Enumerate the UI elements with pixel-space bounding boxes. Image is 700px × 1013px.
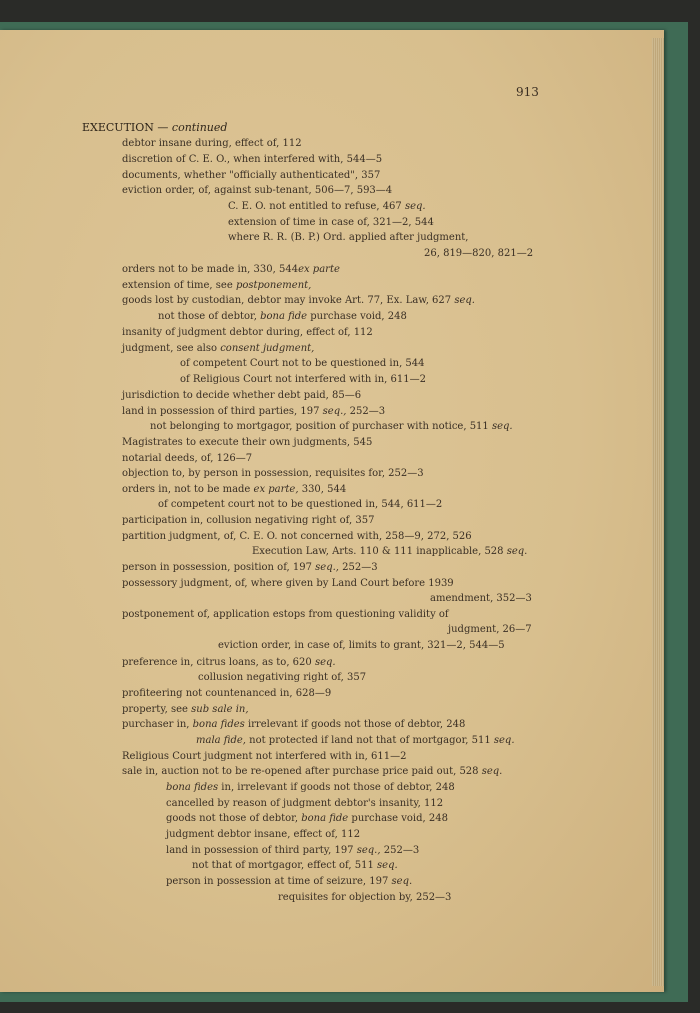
line-text: 26, 819—820, 821—2 bbox=[424, 248, 534, 259]
line-text: eviction order, of, against sub-tenant, 506—7, 593—4 bbox=[122, 185, 393, 196]
line-text: insanity of judgment debtor during, effect of, 112 bbox=[122, 327, 373, 338]
index-line bbox=[122, 326, 373, 339]
line-text: postponement of, application estops from questioning validity of bbox=[122, 609, 449, 620]
line-text: cancelled by reason of judgment debtor's insanity, 112 bbox=[166, 798, 444, 809]
index-line bbox=[158, 310, 407, 323]
italic-text: seq. bbox=[493, 735, 515, 746]
line-text: not belonging to mortgagor, position of purchaser with notice, 511 bbox=[150, 421, 492, 432]
index-line bbox=[122, 263, 340, 276]
index-line bbox=[122, 436, 372, 449]
index-line bbox=[166, 828, 360, 841]
index-line bbox=[122, 687, 331, 700]
index-line bbox=[192, 859, 398, 872]
line-text: Magistrates to execute their own judgments, 545 bbox=[122, 437, 373, 448]
index-line bbox=[278, 891, 451, 904]
line-text: collusion negativing right of, 357 bbox=[198, 672, 367, 683]
index-line bbox=[166, 844, 419, 857]
line-text: irrelevant if goods not those of debtor, 248 bbox=[244, 719, 466, 730]
heading-continued: continued bbox=[171, 121, 228, 134]
italic-text: seq. bbox=[454, 295, 475, 306]
italic-text: ex parte, bbox=[253, 484, 299, 495]
index-line bbox=[122, 561, 378, 574]
line-text: where R. R. (B. P.) Ord. applied after judgment, bbox=[228, 232, 469, 243]
index-line bbox=[122, 530, 472, 543]
line-text: orders not to be made in, 330, 544 bbox=[122, 264, 299, 275]
index-line bbox=[158, 498, 442, 511]
italic-text: postponement, bbox=[235, 280, 312, 291]
index-line bbox=[430, 592, 532, 605]
heading-term: EXECUTION bbox=[82, 121, 154, 134]
line-text: judgment, 26—7 bbox=[448, 624, 532, 635]
index-line bbox=[122, 279, 311, 292]
index-line bbox=[228, 231, 468, 244]
line-text: not protected if land not that of mortgagor, 511 bbox=[245, 735, 494, 746]
line-text: participation in, collusion negativing right of, 357 bbox=[122, 515, 375, 526]
italic-text: seq. bbox=[314, 657, 336, 668]
index-line bbox=[122, 750, 406, 763]
index-line bbox=[228, 200, 426, 213]
index-line bbox=[198, 671, 366, 684]
line-text: discretion of C. E. O., when interfered with, 544—5 bbox=[122, 154, 383, 165]
line-text: of competent Court not to be questioned in, 544 bbox=[180, 358, 425, 369]
index-line bbox=[122, 703, 249, 716]
italic-text: sub sale in, bbox=[191, 704, 249, 715]
line-text: debtor insane during, effect of, 112 bbox=[122, 138, 302, 149]
line-text: not that of mortgagor, effect of, 511 bbox=[192, 860, 378, 871]
index-line bbox=[166, 875, 412, 888]
line-text: property, see bbox=[122, 704, 192, 715]
line-text: extension of time in case of, 321—2, 544 bbox=[228, 217, 434, 228]
italic-text: seq. bbox=[391, 876, 413, 887]
line-text: jurisdiction to decide whether debt paid, 85—6 bbox=[122, 390, 362, 401]
line-text: orders in, not to be made bbox=[122, 484, 254, 495]
line-text: person in possession, position of, 197 bbox=[122, 562, 316, 573]
index-line bbox=[196, 734, 515, 747]
italic-text: seq. bbox=[481, 766, 503, 777]
index-line bbox=[122, 169, 380, 182]
italic-text: seq. bbox=[491, 421, 513, 432]
index-line bbox=[122, 389, 361, 402]
line-text: not those of debtor, bbox=[158, 311, 261, 322]
line-text: 252—3 bbox=[346, 406, 386, 417]
line-text: eviction order, in case of, limits to grant, 321—2, 544—5 bbox=[218, 640, 505, 651]
index-line bbox=[122, 656, 336, 669]
line-text: goods lost by custodian, debtor may invoke Art. 77, Ex. Law, 627 bbox=[122, 295, 455, 306]
italic-text: seq. bbox=[506, 546, 528, 557]
index-line bbox=[122, 514, 374, 527]
heading-dash: — bbox=[153, 121, 172, 134]
italic-text: seq. bbox=[377, 860, 398, 871]
italic-text: mala fide, bbox=[196, 735, 246, 746]
index-line bbox=[448, 623, 532, 636]
index-line bbox=[218, 639, 505, 652]
italic-text: consent judgment, bbox=[220, 343, 315, 354]
line-text: of Religious Court not interfered with in, 611—2 bbox=[180, 374, 426, 385]
index-line bbox=[228, 216, 434, 229]
index-line bbox=[122, 577, 454, 590]
index-line bbox=[122, 483, 346, 496]
line-text: Religious Court judgment not interfered with in, 611—2 bbox=[122, 751, 407, 762]
line-text: in, irrelevant if goods not those of debtor, 248 bbox=[218, 782, 455, 793]
index-line bbox=[166, 797, 443, 810]
line-text: of competent court not to be questioned in, 544, 611—2 bbox=[158, 499, 443, 510]
line-text: sale in, auction not to be re-opened after purchase price paid out, 528 bbox=[122, 766, 482, 777]
index-line bbox=[122, 452, 252, 465]
index-line bbox=[122, 153, 382, 166]
line-text: amendment, 352—3 bbox=[430, 593, 532, 604]
index-line bbox=[122, 294, 475, 307]
index-line bbox=[122, 184, 392, 197]
line-text: possessory judgment, of, where given by Land Court before 1939 bbox=[122, 578, 454, 589]
line-text: partition judgment, of, C. E. O. not concerned with, 258—9, 272, 526 bbox=[122, 531, 472, 542]
italic-text: bona fides bbox=[166, 782, 219, 793]
index-line bbox=[122, 765, 502, 778]
line-text: judgment debtor insane, effect of, 112 bbox=[166, 829, 361, 840]
index-line bbox=[180, 373, 426, 386]
line-text: purchase void, 248 bbox=[348, 813, 448, 824]
line-text: 252—3 bbox=[380, 845, 420, 856]
line-text: 252—3 bbox=[338, 562, 378, 573]
italic-text: seq., bbox=[315, 562, 339, 573]
index-line bbox=[122, 608, 449, 621]
italic-text: seq. bbox=[404, 201, 426, 212]
index-line bbox=[166, 781, 455, 794]
line-text: purchaser in, bbox=[122, 719, 193, 730]
index-line bbox=[122, 137, 302, 150]
line-text: C. E. O. not entitled to refuse, 467 bbox=[228, 201, 405, 212]
line-text: profiteering not countenanced in, 628—9 bbox=[122, 688, 332, 699]
italic-text: bona fide bbox=[260, 311, 308, 322]
index-line bbox=[122, 718, 465, 731]
line-text: objection to, by person in possession, requisites for, 252—3 bbox=[122, 468, 424, 479]
italic-text: ex parte bbox=[298, 264, 340, 275]
index-line bbox=[122, 342, 314, 355]
index-line bbox=[252, 545, 527, 558]
line-text: preference in, citrus loans, as to, 620 bbox=[122, 657, 315, 668]
line-text: land in possession of third parties, 197 bbox=[122, 406, 323, 417]
index-heading bbox=[82, 121, 227, 134]
page-number: 913 bbox=[516, 85, 539, 99]
line-text: documents, whether "officially authenticated", 357 bbox=[122, 170, 381, 181]
line-text: judgment, see also bbox=[122, 343, 221, 354]
index-line bbox=[166, 812, 448, 825]
index-line bbox=[122, 405, 385, 418]
index-line bbox=[122, 467, 424, 480]
index-line bbox=[424, 247, 533, 260]
line-text: extension of time, see bbox=[122, 280, 236, 291]
italic-text: bona fides bbox=[192, 719, 245, 730]
line-text: Execution Law, Arts. 110 & 111 inapplicable, 528 bbox=[252, 546, 507, 557]
line-text: purchase void, 248 bbox=[307, 311, 407, 322]
line-text: requisites for objection by, 252—3 bbox=[278, 892, 452, 903]
index-line bbox=[180, 357, 425, 370]
line-text: 330, 544 bbox=[298, 484, 347, 495]
italic-text: seq., bbox=[322, 406, 347, 417]
line-text: notarial deeds, of, 126—7 bbox=[122, 453, 253, 464]
italic-text: seq., bbox=[356, 845, 381, 856]
page-edges bbox=[652, 38, 664, 986]
index-line bbox=[150, 420, 513, 433]
line-text: person in possession at time of seizure, 197 bbox=[166, 876, 392, 887]
line-text: goods not those of debtor, bbox=[166, 813, 302, 824]
italic-text: bona fide bbox=[301, 813, 349, 824]
line-text: land in possession of third party, 197 bbox=[166, 845, 357, 856]
